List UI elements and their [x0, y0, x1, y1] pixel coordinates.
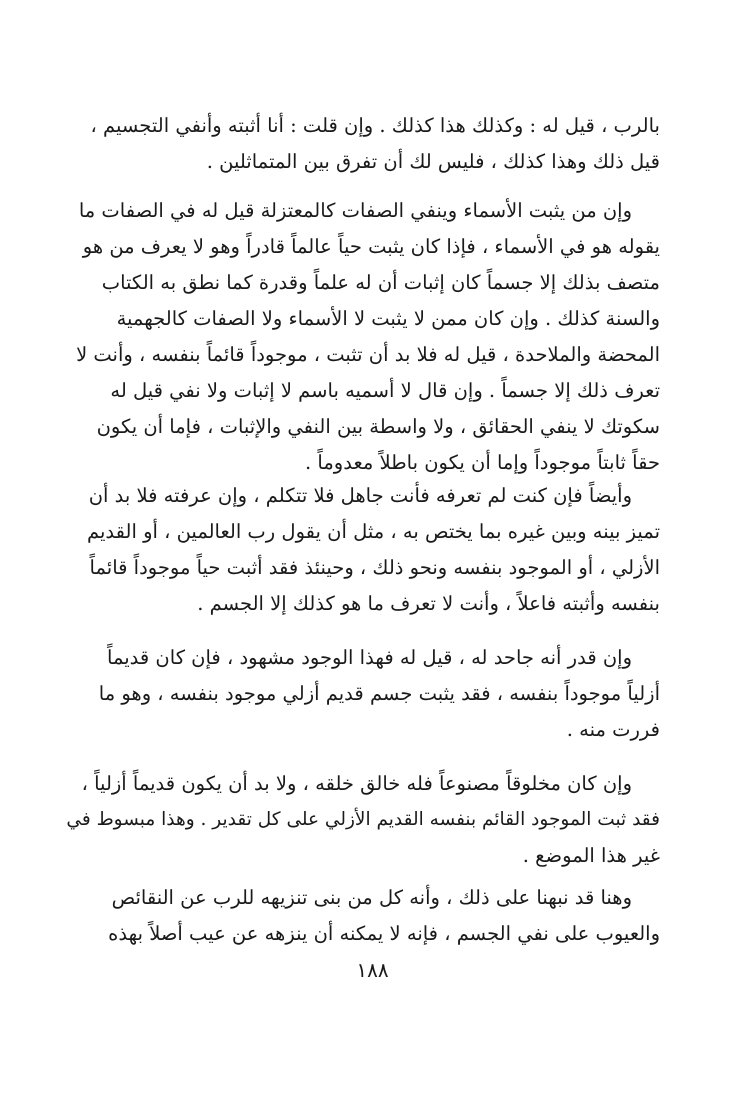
- paragraph-5: [62, 766, 660, 874]
- text-line: والسنة كذلك . وإن كان ممن لا يثبت لا الأسماء ولا الصفات كالجهمية: [116, 307, 660, 330]
- text-line: سكوتك لا ينفي الحقائق ، ولا واسطة بين النفي والإثبات ، فإما أن يكون: [96, 415, 660, 438]
- text-line: وأيضاً فإن كنت لم تعرفه فأنت جاهل فلا تتكلم ، وإن عرفته فلا بد أن: [88, 484, 632, 507]
- paragraph-2: [62, 193, 660, 481]
- text-line: تعرف ذلك إلا جسماً . وإن قال لا أسميه باسم لا إثبات ولا نفي قيل له: [110, 379, 660, 402]
- text-line: وإن كان مخلوقاً مصنوعاً فله خالق خلقه ، ولا بد أن يكون قديماً أزلياً ،: [81, 772, 632, 795]
- text-line: بالرب ، قيل له : وكذلك هذا كذلك . وإن قلت : أنا أثبته وأنفي التجسيم ،: [90, 114, 660, 137]
- text-line: الأزلي ، أو الموجود بنفسه ونحو ذلك ، وحينئذ فقد أثبت حياً موجوداً قائماً: [89, 556, 660, 579]
- text-line: تميز بينه وبين غيره بما يختص به ، مثل أن يقول رب العالمين ، أو القديم: [87, 520, 660, 543]
- text-line: وإن من يثبت الأسماء وينفي الصفات كالمعتزلة قيل له في الصفات ما: [78, 199, 632, 222]
- text-line: بنفسه وأثبته فاعلاً ، وأنت لا تعرف ما هو كذلك إلا الجسم .: [197, 592, 660, 615]
- text-line: والعيوب على نفي الجسم ، فإنه لا يمكنه أن ينزهه عن عيب أصلاً بهذه: [108, 922, 660, 945]
- text-line: المحضة والملاحدة ، قيل له فلا بد أن تثبت ، موجوداً قائماً بنفسه ، وأنت لا: [76, 343, 660, 366]
- text-line: متصف بذلك إلا جسماً كان إثبات أن له علماً وقدرة كما نطق به الكتاب: [101, 271, 660, 294]
- text-line: قيل ذلك وهذا كذلك ، فليس لك أن تفرق بين المتماثلين .: [206, 150, 660, 173]
- text-line: فقد ثبت الموجود القائم بنفسه القديم الأزلي على كل تقدير . وهذا مبسوط في: [66, 809, 660, 830]
- paragraph-4: [62, 640, 660, 748]
- text-line: أزلياً موجوداً بنفسه ، فقد يثبت جسم قديم أزلي موجود بنفسه ، وهو ما: [98, 682, 660, 705]
- text-line: غير هذا الموضع .: [522, 844, 660, 867]
- text-line: حقاً ثابتاً موجوداً وإما أن يكون باطلاً معدوماً .: [305, 451, 660, 474]
- text-line: وإن قدر أنه جاحد له ، قيل له فهذا الوجود مشهود ، فإن كان قديماً: [107, 646, 632, 669]
- page-number: ١٨٨: [356, 958, 389, 982]
- text-line: يقوله هو في الأسماء ، فإذا كان يثبت حياً عالماً قادراً وهو لا يعرف من هو: [82, 235, 660, 258]
- paragraph-6: [62, 880, 660, 952]
- text-line: وهنا قد نبهنا على ذلك ، وأنه كل من بنى تنزيهه للرب عن النقائص: [111, 886, 632, 909]
- paragraph-1: [62, 108, 660, 180]
- paragraph-3: [62, 478, 660, 622]
- text-line: فررت منه .: [566, 718, 660, 741]
